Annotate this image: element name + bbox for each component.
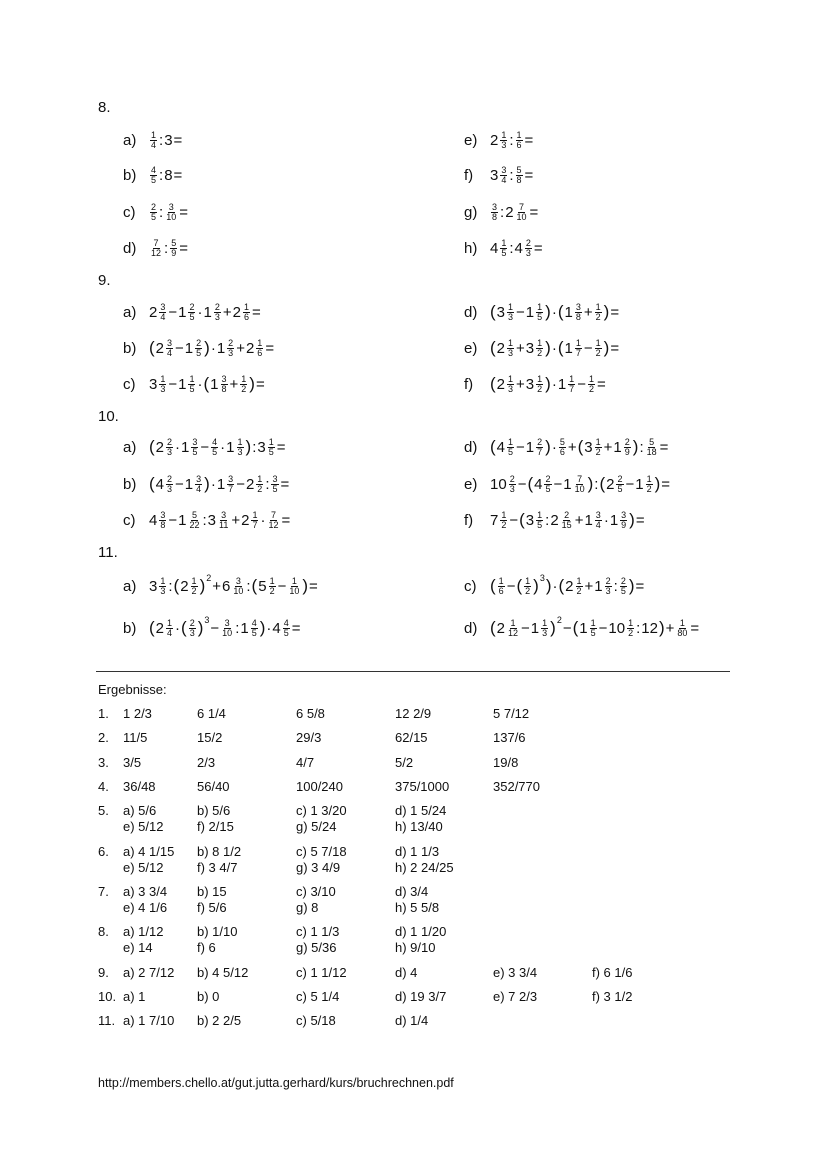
- label-d: d): [123, 239, 137, 257]
- exercise-11b: b) ( 2 $\frac{1}{4}$ · ( $\frac{2}{3}$ ) 3 − $\frac{3}{10}$ : 1 $\frac{4}{5}$ ) · 4 $\frac{4}{5}$ =: [123, 615, 301, 638]
- exercise-8e: e) 2 $\frac{1}{3}$ : $\frac{1}{6}$ =: [464, 129, 534, 150]
- result-cell: c) 1 3/20: [296, 803, 347, 818]
- result-cell: b) 5/6: [197, 803, 231, 818]
- result-row-number: 4.: [98, 779, 109, 794]
- result-cell: d) 4: [395, 965, 418, 980]
- exercise-8a: a) $\frac{1}{4}$ : 3 =: [123, 129, 183, 150]
- result-cell: f) 3 1/2: [592, 989, 633, 1004]
- result-row-number: 10.: [98, 989, 117, 1004]
- separator-line: [96, 671, 730, 672]
- exercise-10b: b) ( 4 $\frac{2}{3}$ − 1 $\frac{3}{4}$ ) · 1 $\frac{3}{7}$ − 2 $\frac{1}{2}$ : $\frac{3}{5}$ =: [123, 473, 290, 494]
- exercise-8d: d) $\frac{7}{12}$ : $\frac{5}{9}$ =: [123, 237, 188, 258]
- result-cell: d) 1 1/3: [395, 844, 440, 859]
- results-heading: Ergebnisse:: [98, 682, 167, 697]
- exercise-8f: f) 3 $\frac{3}{4}$ : $\frac{5}{8}$ =: [464, 164, 534, 185]
- result-cell: e) 5/12: [123, 819, 164, 834]
- result-cell: 15/2: [197, 730, 223, 745]
- result-cell: h) 9/10: [395, 940, 436, 955]
- result-cell: h) 13/40: [395, 819, 443, 834]
- result-cell: f) 5/6: [197, 900, 227, 915]
- result-cell: a) 2 7/12: [123, 965, 175, 980]
- fraction: $\frac{1}{4}$: [151, 129, 157, 150]
- result-cell: 29/3: [296, 730, 322, 745]
- result-cell: e) 3 3/4: [493, 965, 538, 980]
- result-cell: b) 2 2/5: [197, 1013, 242, 1028]
- exercise-10c: c) 4 $\frac{3}{8}$ − 1 $\frac{5}{22}$ : 3 $\frac{3}{11}$ + 2 $\frac{1}{7}$ · $\frac{7}{12}$ =: [123, 509, 291, 530]
- result-row-number: 9.: [98, 965, 109, 980]
- label-b: b): [123, 166, 137, 184]
- result-cell: 3/5: [123, 755, 142, 770]
- exercise-11d: d) ( 2 $\frac{1}{12}$ − 1 $\frac{1}{3}$ ) 2 − ( 1 $\frac{1}{5}$ − 10 $\frac{1}{2}$ : 12 ) + $\frac{1}{80}$ =: [464, 615, 700, 638]
- section-11-number: 11.: [98, 544, 118, 561]
- result-cell: e) 4 1/6: [123, 900, 168, 915]
- exercise-10e: e) 10 $\frac{2}{3}$ − ( 4 $\frac{2}{5}$ − 1 $\frac{7}{10}$ ) : ( 2 $\frac{2}{5}$ − 1 $\frac{1}{2}$ ) =: [464, 473, 671, 494]
- result-cell: e) 14: [123, 940, 153, 955]
- result-cell: c) 5 7/18: [296, 844, 347, 859]
- result-cell: 6 5/8: [296, 706, 325, 721]
- result-cell: c) 3/10: [296, 884, 336, 899]
- label-a: a): [123, 131, 137, 149]
- result-cell: 56/40: [197, 779, 230, 794]
- result-cell: f) 6 1/6: [592, 965, 633, 980]
- result-cell: f) 6: [197, 940, 216, 955]
- result-cell: a) 3 3/4: [123, 884, 168, 899]
- result-cell: c) 5 1/4: [296, 989, 340, 1004]
- exercise-10f: f) 7 $\frac{1}{2}$ − ( 3 $\frac{1}{5}$ : 2 $\frac{2}{15}$ + 1 $\frac{3}{4}$ · 1 $\frac{3}{9}$ ) =: [464, 509, 645, 530]
- result-cell: 5 7/12: [493, 706, 530, 721]
- result-cell: a) 5/6: [123, 803, 157, 818]
- result-cell: d) 1/4: [395, 1013, 429, 1028]
- source-url: http://members.chello.at/gut.jutta.gerhard/kurs/bruchrechnen.pdf: [98, 1076, 454, 1090]
- result-cell: d) 19 3/7: [395, 989, 447, 1004]
- result-cell: a) 1 7/10: [123, 1013, 175, 1028]
- exercise-11a: a) 3 $\frac{1}{3}$ : ( 2 $\frac{1}{2}$ ) 2 + 6 $\frac{3}{10}$ : ( 5 $\frac{1}{2}$ − $\frac{1}{10}$ ) =: [123, 573, 318, 596]
- section-10-number: 10.: [98, 408, 119, 425]
- exercise-9e: e) ( 2 $\frac{1}{3}$ + 3 $\frac{1}{2}$ ) · ( 1 $\frac{1}{7}$ − $\frac{1}{2}$ ) =: [464, 337, 620, 358]
- exercise-8c: c) $\frac{2}{5}$ : $\frac{3}{10}$ =: [123, 201, 188, 222]
- result-row-number: 1.: [98, 706, 109, 721]
- exercise-8g: g) $\frac{3}{8}$ : 2 $\frac{7}{10}$ =: [464, 201, 539, 222]
- result-cell: b) 15: [197, 884, 227, 899]
- result-cell: e) 7 2/3: [493, 989, 538, 1004]
- result-row-number: 11.: [98, 1013, 116, 1028]
- exercise-11c: c) ( $\frac{1}{6}$ − ( $\frac{1}{2}$ ) 3 ) · ( 2 $\frac{1}{2}$ + 1 $\frac{2}{3}$ : $\frac{2}{5}$ ) =: [464, 573, 645, 596]
- result-cell: g) 5/36: [296, 940, 337, 955]
- result-cell: g) 3 4/9: [296, 860, 341, 875]
- result-cell: b) 1/10: [197, 924, 238, 939]
- result-cell: c) 5/18: [296, 1013, 336, 1028]
- result-cell: b) 0: [197, 989, 220, 1004]
- result-cell: b) 8 1/2: [197, 844, 242, 859]
- result-cell: 1 2/3: [123, 706, 152, 721]
- result-cell: 4/7: [296, 755, 315, 770]
- result-cell: a) 4 1/15: [123, 844, 175, 859]
- result-cell: h) 2 24/25: [395, 860, 454, 875]
- result-cell: d) 3/4: [395, 884, 429, 899]
- exercise-8b: b) $\frac{4}{5}$ : 8 =: [123, 164, 183, 185]
- exercise-9b: b) ( 2 $\frac{3}{4}$ − 1 $\frac{2}{5}$ ) · 1 $\frac{2}{3}$ + 2 $\frac{1}{6}$ =: [123, 337, 275, 358]
- result-cell: g) 5/24: [296, 819, 337, 834]
- result-cell: 137/6: [493, 730, 526, 745]
- exercise-9a: a) 2 $\frac{3}{4}$ − 1 $\frac{2}{5}$ · 1 $\frac{2}{3}$ + 2 $\frac{1}{6}$ =: [123, 301, 261, 322]
- result-cell: 19/8: [493, 755, 519, 770]
- section-9-number: 9.: [98, 272, 111, 289]
- result-cell: h) 5 5/8: [395, 900, 440, 915]
- label-e: e): [464, 131, 478, 149]
- result-row-number: 6.: [98, 844, 109, 859]
- result-cell: b) 4 5/12: [197, 965, 249, 980]
- result-cell: d) 1 1/20: [395, 924, 447, 939]
- section-8-number: 8.: [98, 99, 111, 116]
- result-cell: d) 1 5/24: [395, 803, 447, 818]
- result-row-number: 2.: [98, 730, 109, 745]
- result-cell: 352/770: [493, 779, 540, 794]
- result-cell: g) 8: [296, 900, 319, 915]
- result-cell: c) 1 1/3: [296, 924, 340, 939]
- result-cell: c) 1 1/12: [296, 965, 347, 980]
- exercise-9c: c) 3 $\frac{1}{3}$ − 1 $\frac{1}{5}$ · ( 1 $\frac{3}{8}$ + $\frac{1}{2}$ ) =: [123, 373, 265, 394]
- exercise-10d: d) ( 4 $\frac{1}{5}$ − 1 $\frac{2}{7}$ ) · $\frac{5}{6}$ + ( 3 $\frac{1}{2}$ + 1 $\frac{2}{9}$ ) : $\frac{5}{18}$ =: [464, 436, 669, 457]
- result-cell: 5/2: [395, 755, 414, 770]
- label-f: f): [464, 166, 474, 184]
- result-cell: 62/15: [395, 730, 428, 745]
- result-cell: 11/5: [123, 730, 148, 745]
- exercise-9d: d) ( 3 $\frac{1}{3}$ − 1 $\frac{1}{5}$ ) · ( 1 $\frac{3}{8}$ + $\frac{1}{2}$ ) =: [464, 301, 620, 322]
- result-cell: e) 5/12: [123, 860, 164, 875]
- result-cell: f) 2/15: [197, 819, 234, 834]
- result-cell: a) 1: [123, 989, 146, 1004]
- exercise-8h: h) 4 $\frac{1}{5}$ : 4 $\frac{2}{3}$ =: [464, 237, 543, 258]
- result-row-number: 5.: [98, 803, 109, 818]
- result-row-number: 7.: [98, 884, 109, 899]
- label-c: c): [123, 203, 136, 221]
- result-cell: 12 2/9: [395, 706, 432, 721]
- result-cell: f) 3 4/7: [197, 860, 238, 875]
- result-cell: 6 1/4: [197, 706, 226, 721]
- label-h: h): [464, 239, 478, 257]
- result-cell: a) 1/12: [123, 924, 164, 939]
- result-cell: 36/48: [123, 779, 156, 794]
- exercise-9f: f) ( 2 $\frac{1}{3}$ + 3 $\frac{1}{2}$ ) · 1 $\frac{1}{7}$ − $\frac{1}{2}$ =: [464, 373, 606, 394]
- label-g: g): [464, 203, 478, 221]
- result-cell: 100/240: [296, 779, 343, 794]
- result-cell: 2/3: [197, 755, 216, 770]
- result-cell: 375/1000: [395, 779, 450, 794]
- result-row-number: 3.: [98, 755, 109, 770]
- result-row-number: 8.: [98, 924, 109, 939]
- exercise-10a: a) ( 2 $\frac{2}{3}$ · 1 $\frac{3}{5}$ − $\frac{4}{5}$ · 1 $\frac{1}{3}$ ) : 3 $\frac{1}{5}$ =: [123, 436, 286, 457]
